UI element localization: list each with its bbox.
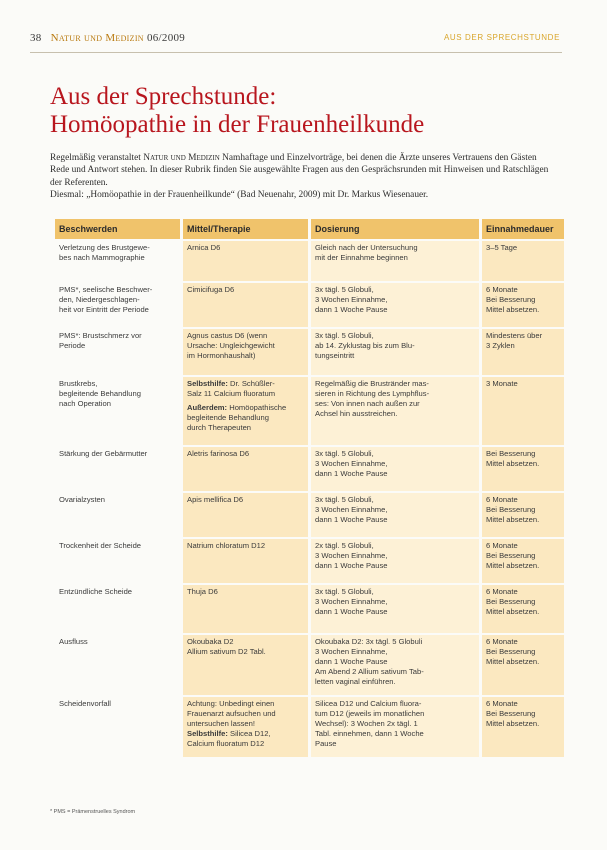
header-left [30, 32, 185, 44]
cell-complaint [55, 283, 180, 327]
cell-line: Mittel absetzen. [486, 561, 540, 570]
column-header: Mittel/Therapie [183, 219, 308, 239]
cell-remedy [183, 377, 308, 445]
cell-line: Frauenarzt aufsuchen und [187, 709, 276, 718]
cell-line: tungseintritt [315, 351, 355, 360]
cell-line: Aletris farinosa D6 [187, 449, 250, 458]
cell-line: Bei Besserung [486, 449, 536, 458]
table-row [55, 493, 564, 537]
cell-line: Gleich nach der Untersuchung [315, 243, 418, 252]
cell-line: begleitende Behandlung [187, 413, 269, 422]
cell-dosage [311, 585, 479, 633]
cell-dosage [311, 329, 479, 375]
cell-line: Periode [59, 341, 86, 350]
cell-line: Pause [315, 739, 337, 748]
cell-line: Bei Besserung [486, 295, 536, 304]
cell-line: Trockenheit der Scheide [59, 541, 142, 550]
cell-line: Bei Besserung [486, 505, 536, 514]
cell-line: Scheidenvorfall [59, 699, 111, 708]
cell-line: dann 1 Woche Pause [315, 305, 388, 314]
cell-dosage [311, 241, 479, 281]
table-header-row [55, 219, 564, 239]
cell-line: Wechsel): 3 Wochen 2x tägl. 1 [315, 719, 418, 728]
cell-line: 3x tägl. 5 Globuli, [315, 495, 374, 504]
cell-dosage [311, 539, 479, 583]
cell-line: heit vor Eintritt der Periode [59, 305, 149, 314]
cell-duration [482, 539, 564, 583]
cell-line: mit der Einnahme beginnen [315, 253, 408, 262]
cell-line: Mittel absetzen. [486, 719, 540, 728]
cell-line: 2x tägl. 5 Globuli, [315, 541, 374, 550]
cell-line: Ursache: Ungleichgewicht [187, 341, 275, 350]
cell-complaint [55, 635, 180, 695]
cell-line: 3 Wochen Einnahme, [315, 551, 388, 560]
intro-paragraph [50, 152, 558, 189]
table-row [55, 539, 564, 583]
cell-line: 3 Wochen Einnahme, [315, 459, 388, 468]
cell-line: PMS*: Brustschmerz vor [59, 331, 142, 340]
cell-remedy [183, 539, 308, 583]
table-body [55, 241, 564, 757]
cell-line: Dr. Schüßler- [227, 379, 275, 388]
cell-line: Cimicifuga D6 [187, 285, 235, 294]
cell-line: Okoubaka D2: 3x tägl. 5 Globuli [315, 637, 423, 646]
cell-line: tum D12 (jeweils im monatlichen [315, 709, 425, 718]
column-header: Dosierung [311, 219, 479, 239]
page-number: 38 [30, 32, 42, 44]
cell-line: Salz 11 Calcium fluoratum [187, 389, 276, 398]
footnote: * PMS = Prämenstruelles Syndrom [50, 809, 136, 815]
cell-line: Mittel absetzen. [486, 305, 540, 314]
cell-bold-label: Außerdem: [187, 403, 228, 412]
cell-line: 3x tägl. 5 Globuli, [315, 331, 374, 340]
cell-line: 3 Wochen Einnahme, [315, 295, 388, 304]
header-divider [30, 52, 562, 53]
section-label: AUS DER SPRECHSTUNDE [443, 33, 560, 42]
cell-remedy [183, 585, 308, 633]
remedy-table [52, 217, 567, 759]
cell-duration [482, 585, 564, 633]
cell-duration [482, 283, 564, 327]
cell-line: Silicea D12, [227, 729, 271, 738]
cell-duration [482, 635, 564, 695]
cell-line: 3 Wochen Einnahme, [315, 505, 388, 514]
cell-line: letten vaginal einführen. [315, 677, 396, 686]
cell-line: Bei Besserung [486, 709, 536, 718]
cell-line: Thuja D6 [187, 587, 218, 596]
cell-line: begleitende Behandlung [59, 389, 141, 398]
table-row [55, 635, 564, 695]
table-row [55, 585, 564, 633]
cell-remedy [183, 697, 308, 757]
cell-line: 6 Monate [486, 637, 518, 646]
cell-remedy [183, 329, 308, 375]
cell-remedy [183, 635, 308, 695]
cell-line: Brustkrebs, [59, 379, 98, 388]
cell-line: Agnus castus D6 (wenn [187, 331, 268, 340]
cell-line: 3x tägl. 5 Globuli, [315, 587, 374, 596]
cell-duration [482, 493, 564, 537]
intro-this-time: Diesmal: „Homöopathie in der Frauenheilkunde“ (Bad Neuenahr, 2009) mit Dr. Markus Wiesenauer. [50, 190, 429, 201]
cell-remedy [183, 447, 308, 491]
cell-line: Mittel absetzen. [486, 657, 540, 666]
intro-text [50, 152, 558, 202]
magazine-name: Natur und Medizin [50, 32, 144, 44]
cell-line: Mittel absetzen. [486, 515, 540, 524]
cell-line: Verletzung des Brustgewe- [59, 243, 150, 252]
cell-line: Apis mellifica D6 [187, 495, 244, 504]
cell-line: 3 Monate [486, 379, 518, 388]
cell-dosage [311, 697, 479, 757]
cell-duration [482, 329, 564, 375]
cell-line: im Hormonhaushalt) [187, 351, 256, 360]
table-row [55, 447, 564, 491]
cell-complaint [55, 447, 180, 491]
cell-line: Am Abend 2 Allium sativum Tab- [315, 667, 424, 676]
cell-line: Homöopathische [227, 403, 287, 412]
cell-line: dann 1 Woche Pause [315, 607, 388, 616]
cell-line: ab 14. Zyklustag bis zum Blu- [315, 341, 415, 350]
cell-line: Bei Besserung [486, 647, 536, 656]
cell-line: den, Niedergeschlagen- [59, 295, 140, 304]
column-header: Einnahmedauer [482, 219, 564, 239]
cell-line: Achtung: Unbedingt einen [187, 699, 275, 708]
cell-line: Allium sativum D2 Tabl. [187, 647, 266, 656]
cell-bold-label: Selbsthilfe: [187, 729, 228, 738]
cell-complaint [55, 493, 180, 537]
table-row [55, 377, 564, 445]
cell-complaint [55, 697, 180, 757]
intro-text-part: Regelmäßig veranstaltet [50, 153, 144, 163]
cell-line: Stärkung der Gebärmutter [59, 449, 148, 458]
intro-magazine-name: Natur und Medizin [143, 153, 220, 163]
cell-complaint [55, 329, 180, 375]
cell-line: sieren in Richtung des Lymphflus- [315, 389, 430, 398]
cell-complaint [55, 241, 180, 281]
cell-bold-label: Selbsthilfe: [187, 379, 228, 388]
cell-line: 3 Wochen Einnahme, [315, 647, 388, 656]
table-row [55, 697, 564, 757]
cell-complaint [55, 539, 180, 583]
cell-duration [482, 377, 564, 445]
column-header: Beschwerden [55, 219, 180, 239]
cell-line: 3x tägl. 5 Globuli, [315, 449, 374, 458]
cell-duration [482, 447, 564, 491]
cell-line: Okoubaka D2 [187, 637, 234, 646]
cell-complaint [55, 585, 180, 633]
cell-remedy [183, 283, 308, 327]
table-row [55, 329, 564, 375]
cell-line: 6 Monate [486, 587, 518, 596]
cell-line: Mindestens über [486, 331, 543, 340]
cell-dosage [311, 447, 479, 491]
cell-line: 3–5 Tage [486, 243, 518, 252]
intro-text-part: Namhaftage und Einzelvorträge, bei denen die Ärzte unseres Vertrauens den Gästen Rede und Antwort stehen. In dieser Rubrik finden Sie ausgewählte Fragen aus den Gesprächsrunden mit Hinweisen und Ratschlägen der Referenten. [50, 153, 549, 188]
cell-line: Natrium chloratum D12 [187, 541, 266, 550]
cell-line: untersuchen lassen! [187, 719, 255, 728]
cell-line: 3 Wochen Einnahme, [315, 597, 388, 606]
table-row [55, 283, 564, 327]
article-title [50, 83, 424, 139]
cell-line: bes nach Mammographie [59, 253, 145, 262]
cell-line: durch Therapeuten [187, 423, 252, 432]
cell-line: Bei Besserung [486, 551, 536, 560]
cell-line: dann 1 Woche Pause [315, 657, 388, 666]
cell-line: Ausfluss [59, 637, 88, 646]
cell-line: Entzündliche Scheide [59, 587, 133, 596]
cell-line: Mittel absetzen. [486, 607, 540, 616]
cell-remedy [183, 241, 308, 281]
cell-dosage [311, 635, 479, 695]
cell-line: 6 Monate [486, 285, 518, 294]
cell-line: Calcium fluoratum D12 [187, 739, 265, 748]
cell-duration [482, 697, 564, 757]
cell-line: dann 1 Woche Pause [315, 469, 388, 478]
cell-line: Achsel hin ausstreichen. [315, 409, 398, 418]
title-line-1: Aus der Sprechstunde: [50, 83, 277, 110]
cell-line: Tabl. einnehmen, dann 1 Woche [315, 729, 424, 738]
cell-line: Bei Besserung [486, 597, 536, 606]
cell-line: 6 Monate [486, 541, 518, 550]
cell-line: Mittel absetzen. [486, 459, 540, 468]
cell-remedy [183, 493, 308, 537]
cell-line: PMS*, seelische Beschwer- [59, 285, 153, 294]
cell-dosage [311, 493, 479, 537]
cell-complaint [55, 377, 180, 445]
cell-line: 3x tägl. 5 Globuli, [315, 285, 374, 294]
cell-line: dann 1 Woche Pause [315, 561, 388, 570]
cell-dosage [311, 377, 479, 445]
cell-line: nach Operation [59, 399, 111, 408]
cell-line: Ovarialzysten [59, 495, 106, 504]
cell-line: Regelmäßig die Brustränder mas- [315, 379, 429, 388]
cell-line: 3 Zyklen [486, 341, 515, 350]
page-header [30, 32, 560, 48]
cell-dosage [311, 283, 479, 327]
table-row [55, 241, 564, 281]
cell-line: ses: Von innen nach außen zur [315, 399, 420, 408]
cell-line: 6 Monate [486, 495, 518, 504]
cell-line: Silicea D12 und Calcium fluora- [315, 699, 422, 708]
cell-duration [482, 241, 564, 281]
cell-line: 6 Monate [486, 699, 518, 708]
cell-line: Arnica D6 [187, 243, 221, 252]
title-line-2: Homöopathie in der Frauenheilkunde [50, 111, 425, 138]
cell-line: dann 1 Woche Pause [315, 515, 388, 524]
issue-number: 06/2009 [146, 32, 186, 44]
